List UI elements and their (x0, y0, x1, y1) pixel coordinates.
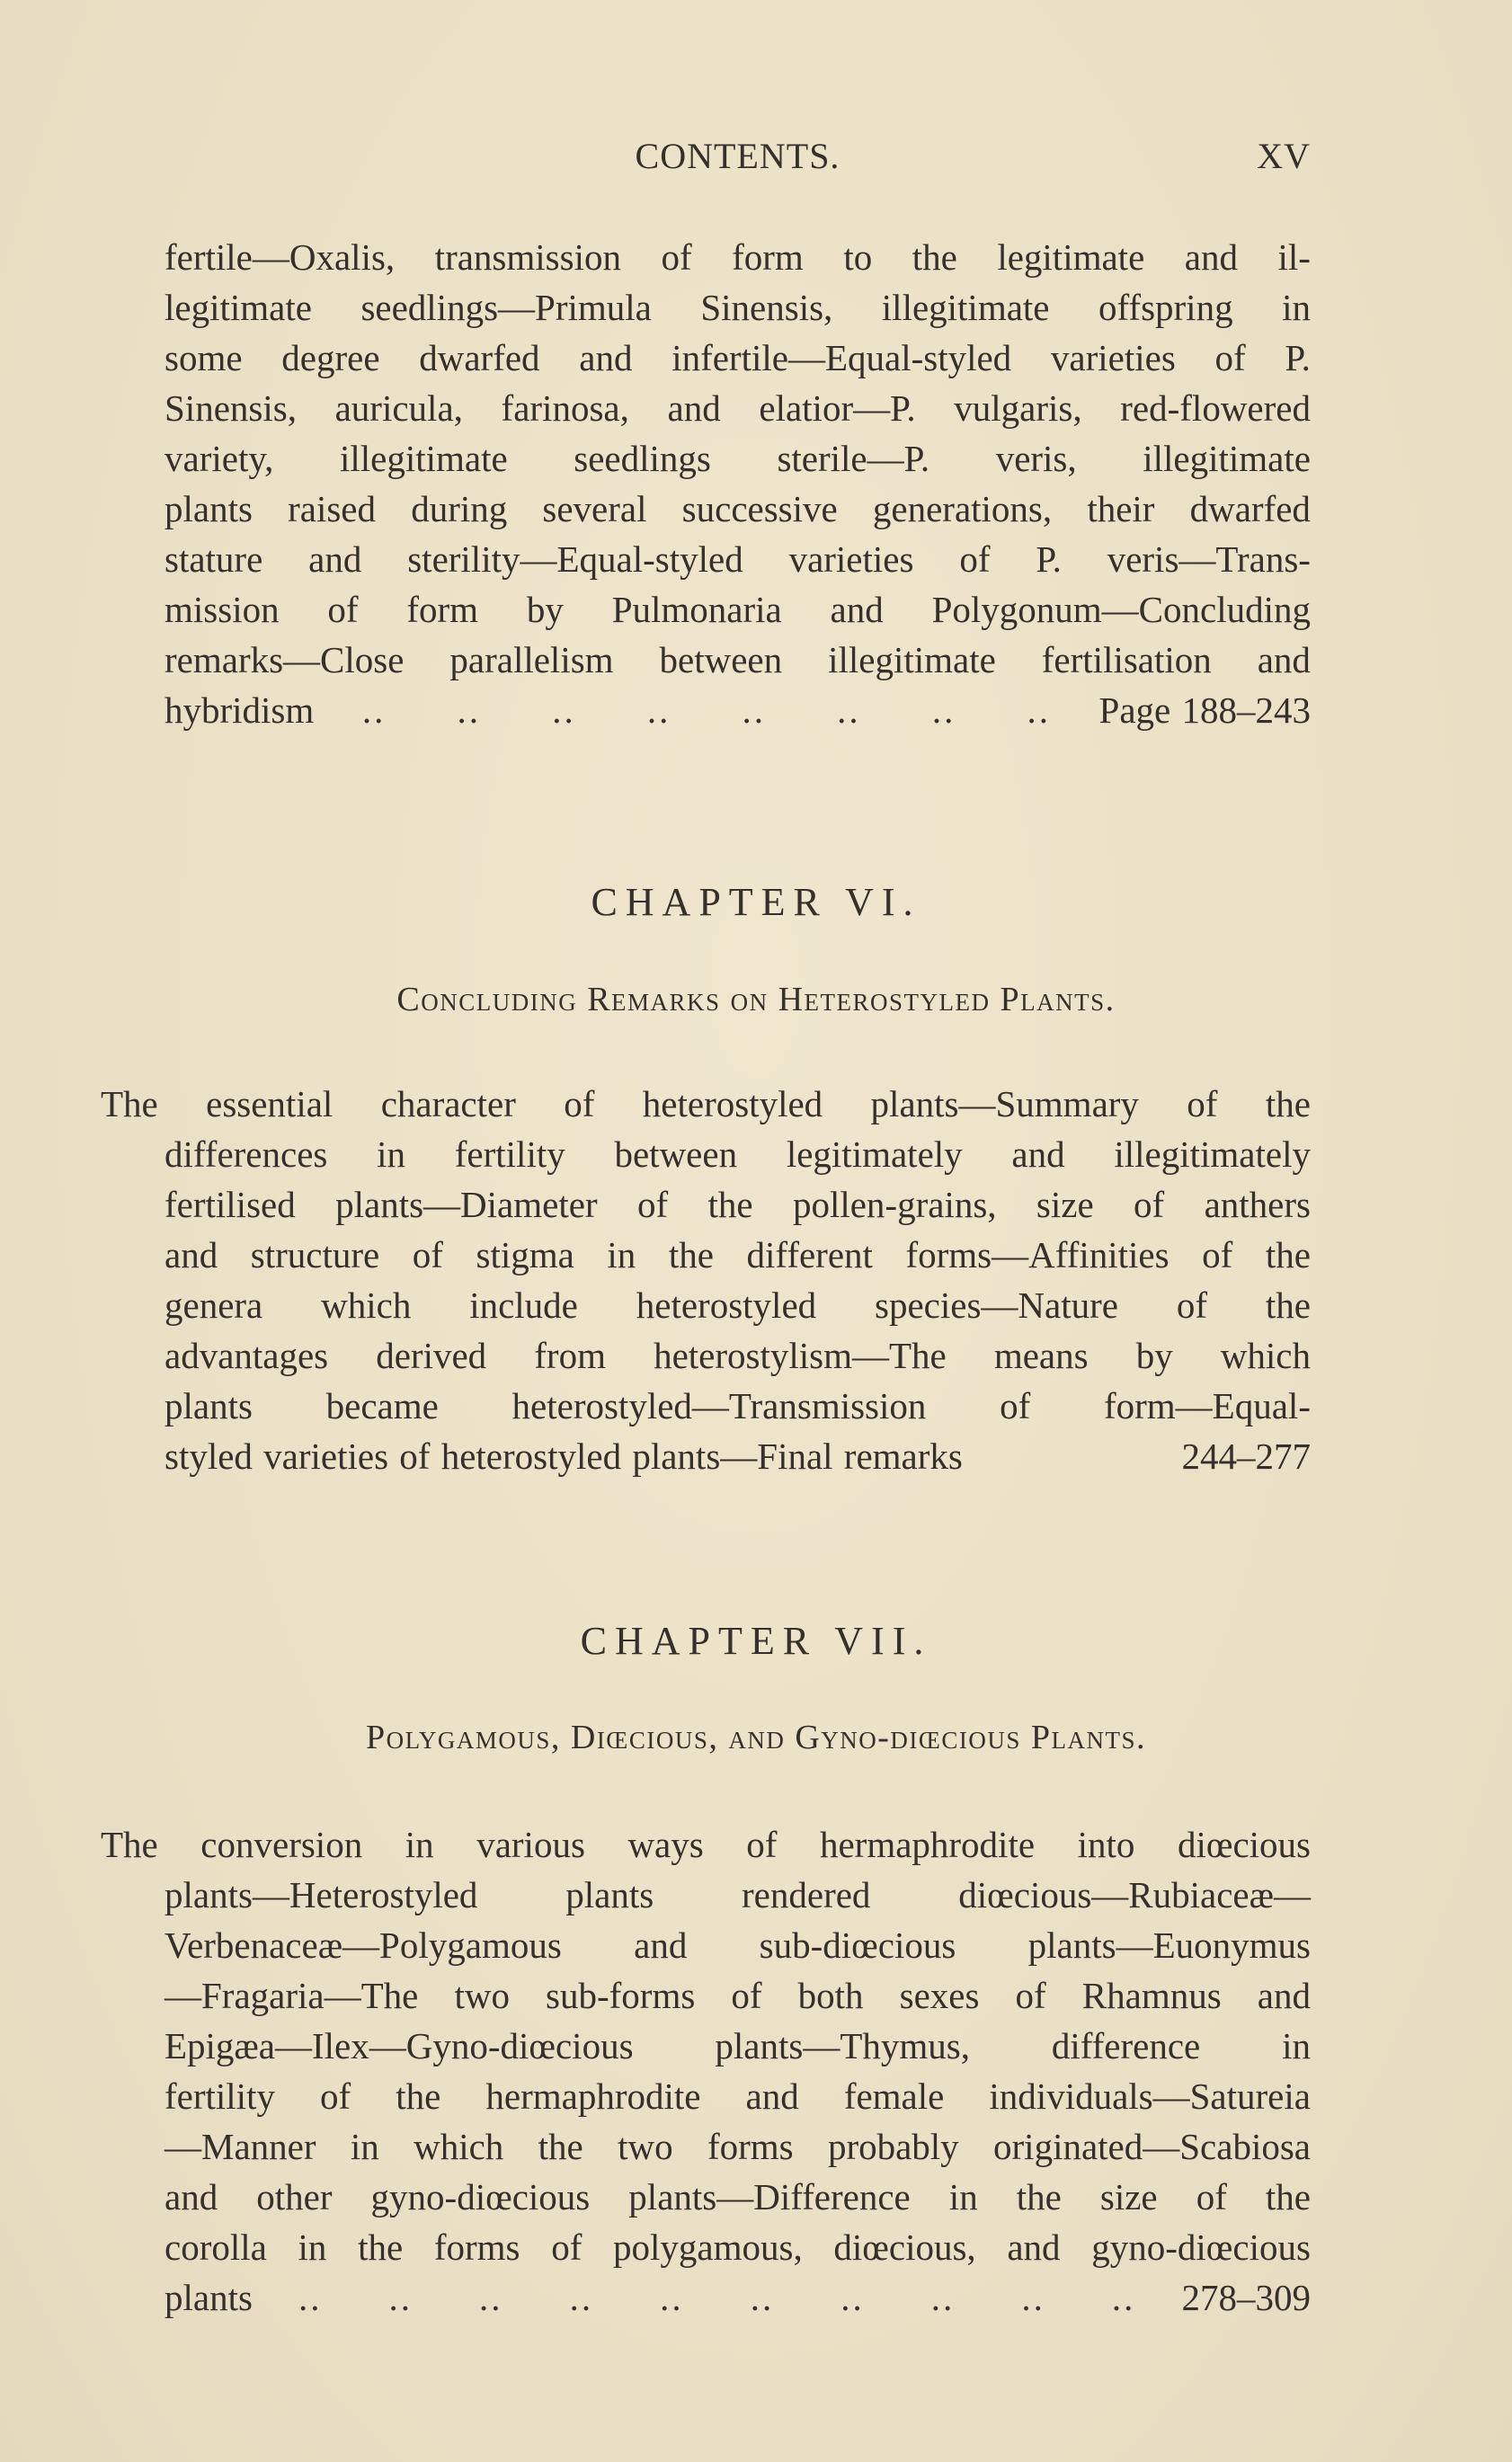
word: heterostyled—Transmission (511, 1385, 927, 1427)
word: of (636, 1184, 669, 1225)
word: and (165, 2176, 218, 2218)
word: into (1077, 1824, 1135, 1865)
word: Rhamnus (1081, 1975, 1222, 2016)
word: by (1135, 1335, 1173, 1376)
word: the (1265, 2176, 1311, 2218)
text-line-end: hybridism (165, 689, 315, 731)
word: size (1036, 1184, 1094, 1225)
text-line (165, 1970, 1311, 2021)
word: became (325, 1385, 439, 1427)
word: Pulmonaria (611, 589, 782, 630)
word: and (579, 337, 633, 378)
text-line (165, 2021, 1311, 2071)
leader-dot: .. (1111, 2277, 1136, 2318)
text-line (165, 1179, 1311, 1230)
word: successive (681, 488, 838, 529)
chapter-vii-summary (101, 1819, 1311, 2323)
word: parallelism (449, 639, 614, 680)
word: and (1257, 639, 1311, 680)
word: sterility—Equal-styled (407, 538, 743, 580)
word: Epigæa—Ilex—Gyno-diœcious (165, 2025, 634, 2066)
word: between (614, 1133, 738, 1175)
word: plants—Thymus, (715, 2025, 970, 2066)
toc-entry-end (165, 1431, 1311, 1481)
word: —Manner (165, 2126, 316, 2167)
word: of (1202, 1234, 1233, 1275)
word: P. (1285, 337, 1311, 378)
word: veris, (995, 438, 1077, 479)
word: character (380, 1083, 516, 1124)
word: raised (288, 488, 377, 529)
text-line (165, 635, 1311, 685)
word: and (1257, 1975, 1311, 2016)
text-line (165, 484, 1311, 534)
word: the (1016, 2176, 1062, 2218)
word: probably (827, 2126, 959, 2167)
word: differences (165, 1133, 328, 1175)
word: The (101, 1083, 158, 1124)
word: of (1015, 1975, 1046, 2016)
word: fertility (165, 2075, 275, 2117)
word: difference (1051, 2025, 1201, 2066)
word: fertile—Oxalis, (165, 236, 396, 278)
word: and (308, 538, 362, 580)
leader-dot: .. (750, 2277, 775, 2318)
text-line (165, 1280, 1311, 1330)
word: varieties (788, 538, 914, 580)
word: plants—Diameter (335, 1184, 598, 1225)
word: anthers (1204, 1184, 1311, 1225)
word: forms—Affinities (905, 1234, 1170, 1275)
word: in (1282, 287, 1311, 328)
word: advantages (165, 1335, 329, 1376)
text-line (165, 1920, 1311, 1970)
word: elatior—P. (759, 387, 916, 429)
word: of (1196, 2176, 1227, 2218)
text-line (165, 282, 1311, 333)
word: infertile—Equal-styled (672, 337, 1012, 378)
leader-dot: .. (298, 2277, 323, 2318)
word: illegitimately (1114, 1133, 1311, 1175)
word: heterostylism—The (654, 1335, 947, 1376)
word: transmission (434, 236, 621, 278)
word: pollen-grains, (792, 1184, 997, 1225)
word: veris—Trans- (1107, 538, 1311, 580)
word: their (1087, 488, 1155, 529)
word: in (607, 1234, 636, 1275)
word: plants (165, 1385, 253, 1427)
word: of (564, 1083, 595, 1124)
word: of (412, 1234, 443, 1275)
text-line-end: plants (165, 2277, 253, 2318)
word: of (327, 589, 359, 630)
word: of (746, 1824, 778, 1865)
word: sub-diœcious (759, 1924, 956, 1966)
word: gyno-diœcious (1091, 2226, 1311, 2268)
word: between (659, 639, 783, 680)
chapter-v-continuation (165, 232, 1311, 735)
word: the (668, 1234, 714, 1275)
leader-dot: .. (837, 689, 861, 731)
word: remarks—Close (165, 639, 405, 680)
word: of (320, 2075, 351, 2117)
word: dwarfed (1189, 488, 1311, 529)
word: of (731, 1975, 762, 2016)
dot-leaders (253, 2272, 1182, 2323)
word: in (405, 1824, 434, 1865)
toc-entry-end (165, 2272, 1311, 2323)
word: include (469, 1284, 578, 1326)
word: species—Nature (875, 1284, 1118, 1326)
word: heterostyled (636, 1284, 817, 1326)
word: Sinensis, (700, 287, 833, 328)
word: gyno-diœcious (370, 2176, 591, 2218)
word: from (534, 1335, 606, 1376)
word: genera (165, 1284, 263, 1326)
word: farinosa, (501, 387, 629, 429)
word: corolla (165, 2226, 267, 2268)
text-line (101, 1079, 1311, 1129)
word: stature (165, 538, 263, 580)
word: and (830, 589, 884, 630)
word: —Fragaria—The (165, 1975, 419, 2016)
word: plants—Euonymus (1027, 1924, 1311, 1966)
word: during (411, 488, 508, 529)
leader-dot: .. (552, 689, 576, 731)
word: in (298, 2226, 327, 2268)
toc-entry-end (165, 685, 1311, 735)
word: both (797, 1975, 864, 2016)
word: seedlings—Primula (360, 287, 652, 328)
text-line (165, 232, 1311, 282)
word: plants (165, 488, 253, 529)
word: fertilised (165, 1184, 296, 1225)
word: illegitimate (1143, 438, 1311, 479)
word: structure (250, 1234, 380, 1275)
word: seedlings (574, 438, 711, 479)
word: means (993, 1335, 1089, 1376)
word: female (843, 2075, 945, 2117)
text-line (165, 1870, 1311, 1920)
word: the (538, 2126, 583, 2167)
word: the (396, 2075, 441, 2117)
leader-dot: .. (388, 2277, 413, 2318)
word: Polygonum—Concluding (931, 589, 1311, 630)
word: the (358, 2226, 404, 2268)
word: rendered (742, 1874, 871, 1915)
word: which (414, 2126, 504, 2167)
word: il- (1277, 236, 1311, 278)
leader-dot: .. (569, 2277, 594, 2318)
word: polygamous, (613, 2226, 803, 2268)
word: vulgaris, (954, 387, 1082, 429)
word: several (542, 488, 647, 529)
word: plants—Difference (628, 2176, 911, 2218)
word: the (1265, 1083, 1311, 1124)
word: in (1282, 2025, 1311, 2066)
word: legitimate (997, 236, 1145, 278)
text-line-end: styled varieties of heterostyled plants—Final remarks (165, 1435, 963, 1477)
text-line (165, 534, 1311, 584)
word: and (1007, 2226, 1061, 2268)
word: diœcious—Rubiaceæ— (958, 1874, 1311, 1915)
dot-leaders (314, 685, 1098, 735)
word: of (959, 538, 991, 580)
leader-dot: .. (930, 2277, 956, 2318)
chapter-subtitle: Polygamous, Diœcious, and Gyno-diœcious Plants. (365, 1719, 1147, 1756)
text-line (165, 433, 1311, 484)
page-number: XV (1257, 136, 1311, 176)
word: hermaphrodite (485, 2075, 701, 2117)
leader-dot: .. (840, 2277, 865, 2318)
word: the (912, 236, 957, 278)
word: plants (565, 1874, 654, 1915)
leader-dot: .. (479, 2277, 503, 2318)
word: other (256, 2176, 333, 2218)
leader-dot: .. (1021, 2277, 1045, 2318)
word: ways (627, 1824, 704, 1865)
word: and (667, 387, 721, 429)
word: form (406, 589, 479, 630)
word: of (1000, 1385, 1031, 1427)
running-head (165, 135, 1311, 189)
word: some (165, 337, 243, 378)
word: The (101, 1824, 158, 1865)
word: fertility (454, 1133, 565, 1175)
word: sterile—P. (777, 438, 930, 479)
word: sexes (899, 1975, 980, 2016)
word: mission (165, 589, 280, 630)
text-line (165, 2222, 1311, 2272)
text-line (165, 1230, 1311, 1280)
word: diœcious (1177, 1824, 1311, 1865)
word: conversion (200, 1824, 363, 1865)
word: variety, (165, 438, 274, 479)
word: red-flowered (1120, 387, 1311, 429)
word: and (1011, 1133, 1065, 1175)
word: Sinensis, (165, 387, 297, 429)
word: stigma (476, 1234, 574, 1275)
page-range: 244–277 (1181, 1435, 1311, 1477)
word: diœcious, (833, 2226, 976, 2268)
word: dwarfed (419, 337, 540, 378)
word: sub-forms (546, 1975, 696, 2016)
leader-dot: .. (742, 689, 766, 731)
word: which (321, 1284, 412, 1326)
text-line (165, 1381, 1311, 1431)
word: of (1176, 1284, 1208, 1326)
word: illegitimate (339, 438, 508, 479)
word: forms (707, 2126, 794, 2167)
chapter-heading: CHAPTER VII. (580, 1619, 932, 1663)
word: of (1214, 337, 1246, 378)
word: illegitimate (881, 287, 1050, 328)
text-line (165, 584, 1311, 635)
word: of (1187, 1083, 1218, 1124)
word: and (1184, 236, 1238, 278)
leader-dot: .. (646, 689, 672, 731)
word: two (618, 2126, 673, 2167)
word: in (350, 2126, 379, 2167)
leader-dot: .. (1027, 689, 1051, 731)
word: of (551, 2226, 583, 2268)
word: legitimately (786, 1133, 963, 1175)
word: different (746, 1234, 873, 1275)
word: and (634, 1924, 688, 1966)
word: of (1134, 1184, 1165, 1225)
word: and (745, 2075, 799, 2117)
word: of (661, 236, 692, 278)
word: P. (1036, 538, 1062, 580)
word: form—Equal- (1103, 1385, 1311, 1427)
word: the (707, 1184, 753, 1225)
text-line (165, 2071, 1311, 2121)
text-line (165, 2121, 1311, 2172)
word: by (526, 589, 564, 630)
word: plants—Heterostyled (165, 1874, 478, 1915)
running-head-title: CONTENTS. (635, 136, 840, 176)
word: the (1265, 1234, 1311, 1275)
word: which (1220, 1335, 1311, 1376)
text-line (165, 383, 1311, 433)
word: essential (206, 1083, 334, 1124)
word: degree (281, 337, 380, 378)
word: derived (376, 1335, 487, 1376)
word: hermaphrodite (819, 1824, 1036, 1865)
word: offspring (1098, 287, 1233, 328)
word: the (1265, 1284, 1311, 1326)
text-line (101, 1819, 1311, 1870)
word: originated—Scabiosa (993, 2126, 1311, 2167)
leader-dot: .. (361, 689, 387, 731)
leader-dot: .. (931, 689, 956, 731)
chapter-heading: CHAPTER VI. (591, 880, 921, 924)
word: heterostyled (642, 1083, 823, 1124)
word: auricula, (334, 387, 463, 429)
page-range: Page 188–243 (1098, 689, 1311, 731)
leader-dot: .. (660, 2277, 684, 2318)
word: illegitimate (828, 639, 996, 680)
word: size (1099, 2176, 1158, 2218)
word: Verbenaceæ—Polygamous (165, 1924, 562, 1966)
word: form (732, 236, 804, 278)
leader-dot: .. (457, 689, 482, 731)
word: in (948, 2176, 978, 2218)
word: in (377, 1133, 406, 1175)
text-line (165, 333, 1311, 383)
word: individuals—Satureia (989, 2075, 1311, 2117)
text-line (165, 1330, 1311, 1381)
page-range: 278–309 (1181, 2277, 1311, 2318)
word: varieties (1050, 337, 1176, 378)
word: legitimate (165, 287, 312, 328)
word: and (165, 1234, 218, 1275)
word: forms (433, 2226, 520, 2268)
word: two (454, 1975, 510, 2016)
text-line (165, 1129, 1311, 1179)
chapter-subtitle: Concluding Remarks on Heterostyled Plants. (396, 981, 1116, 1018)
word: to (843, 236, 873, 278)
word: generations, (872, 488, 1053, 529)
word: plants—Summary (870, 1083, 1139, 1124)
text-line (165, 2172, 1311, 2222)
word: various (476, 1824, 585, 1865)
chapter-vi-summary (101, 1079, 1311, 1481)
word: fertilisation (1041, 639, 1212, 680)
